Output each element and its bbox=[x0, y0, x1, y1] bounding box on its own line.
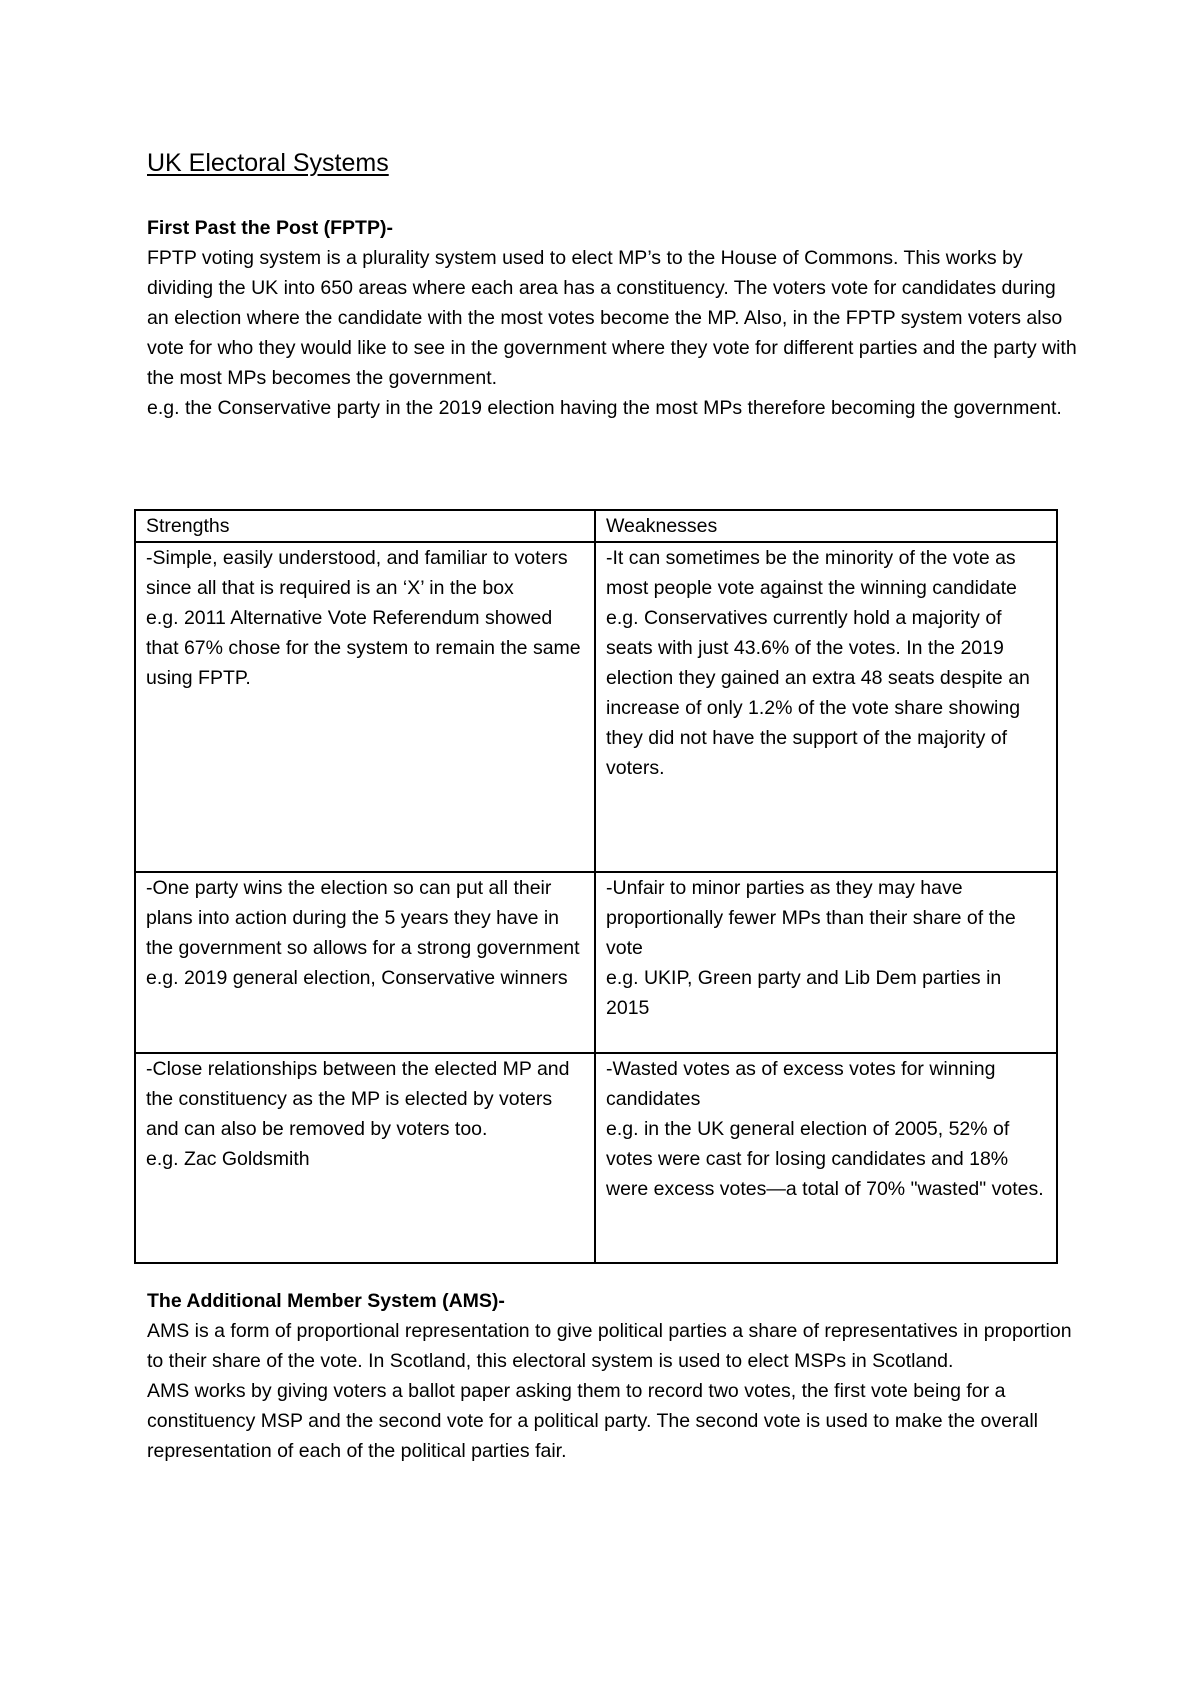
ams-heading: The Additional Member System (AMS)- bbox=[147, 1290, 505, 1312]
strength-text: -One party wins the election so can put all their plans into action during the 5 years they have in the government so allows for a strong government bbox=[146, 877, 580, 959]
weakness-text: -It can sometimes be the minority of the vote as most people vote against the winning candidate bbox=[606, 547, 1017, 599]
fptp-heading: First Past the Post (FPTP)- bbox=[147, 217, 393, 239]
ams-paragraph: AMS is a form of proportional representation to give political parties a share of representatives in proportion to their share of the vote. In Scotland, this electoral system is used to elect MSPs in Scotland. bbox=[147, 1320, 1072, 1372]
fptp-paragraph: FPTP voting system is a plurality system used to elect MP’s to the House of Commons. This works by dividing the UK into 650 areas where each area has a constituency. The voters vote for candidates during an election where the candidate with the most votes become the MP. Also, in the FPTP system voters also vote for who they would like to see in the government where they vote for different parties and the party with the most MPs becomes the government. bbox=[147, 247, 1077, 389]
strength-cell bbox=[135, 542, 595, 872]
weakness-text: -Wasted votes as of excess votes for winning candidates bbox=[606, 1058, 996, 1110]
weakness-example: e.g. UKIP, Green party and Lib Dem parties in 2015 bbox=[606, 967, 1002, 1019]
weakness-cell bbox=[595, 872, 1057, 1053]
strength-example: e.g. 2019 general election, Conservative winners bbox=[146, 967, 568, 989]
weaknesses-header: Weaknesses bbox=[595, 510, 1057, 542]
weakness-example: e.g. in the UK general election of 2005, 52% of votes were cast for losing candidates and 18% were excess votes—a total of 70% "wasted" votes. bbox=[606, 1118, 1044, 1200]
document-title: UK Electoral Systems bbox=[147, 149, 389, 177]
table-row bbox=[135, 542, 1057, 872]
fptp-body bbox=[147, 243, 1077, 423]
strength-cell bbox=[135, 872, 595, 1053]
table-row bbox=[135, 872, 1057, 1053]
strengths-weaknesses-table bbox=[134, 509, 1058, 1264]
weakness-text: -Unfair to minor parties as they may have proportionally fewer MPs than their share of the vote bbox=[606, 877, 1016, 959]
ams-body bbox=[147, 1316, 1077, 1466]
ams-paragraph: AMS works by giving voters a ballot paper asking them to record two votes, the first vote being for a constituency MSP and the second vote for a political party. The second vote is used to make the overall representation of each of the political parties fair. bbox=[147, 1380, 1039, 1462]
weakness-example: e.g. Conservatives currently hold a majority of seats with just 43.6% of the votes. In the 2019 election they gained an extra 48 seats despite an increase of only 1.2% of the vote share showing they did not have the support of the majority of voters. bbox=[606, 607, 1030, 779]
strengths-header: Strengths bbox=[135, 510, 595, 542]
strength-cell bbox=[135, 1053, 595, 1263]
weakness-cell bbox=[595, 1053, 1057, 1263]
strength-text: -Simple, easily understood, and familiar to voters since all that is required is an ‘X’ in the box bbox=[146, 547, 568, 599]
strength-text: -Close relationships between the elected MP and the constituency as the MP is elected by voters and can also be removed by voters too. bbox=[146, 1058, 570, 1140]
weakness-cell bbox=[595, 542, 1057, 872]
table-header-row bbox=[135, 510, 1057, 542]
fptp-example: e.g. the Conservative party in the 2019 election having the most MPs therefore becoming the government. bbox=[147, 397, 1062, 419]
strength-example: e.g. Zac Goldsmith bbox=[146, 1148, 310, 1170]
strength-example: e.g. 2011 Alternative Vote Referendum showed that 67% chose for the system to remain the same using FPTP. bbox=[146, 607, 581, 689]
table-row bbox=[135, 1053, 1057, 1263]
